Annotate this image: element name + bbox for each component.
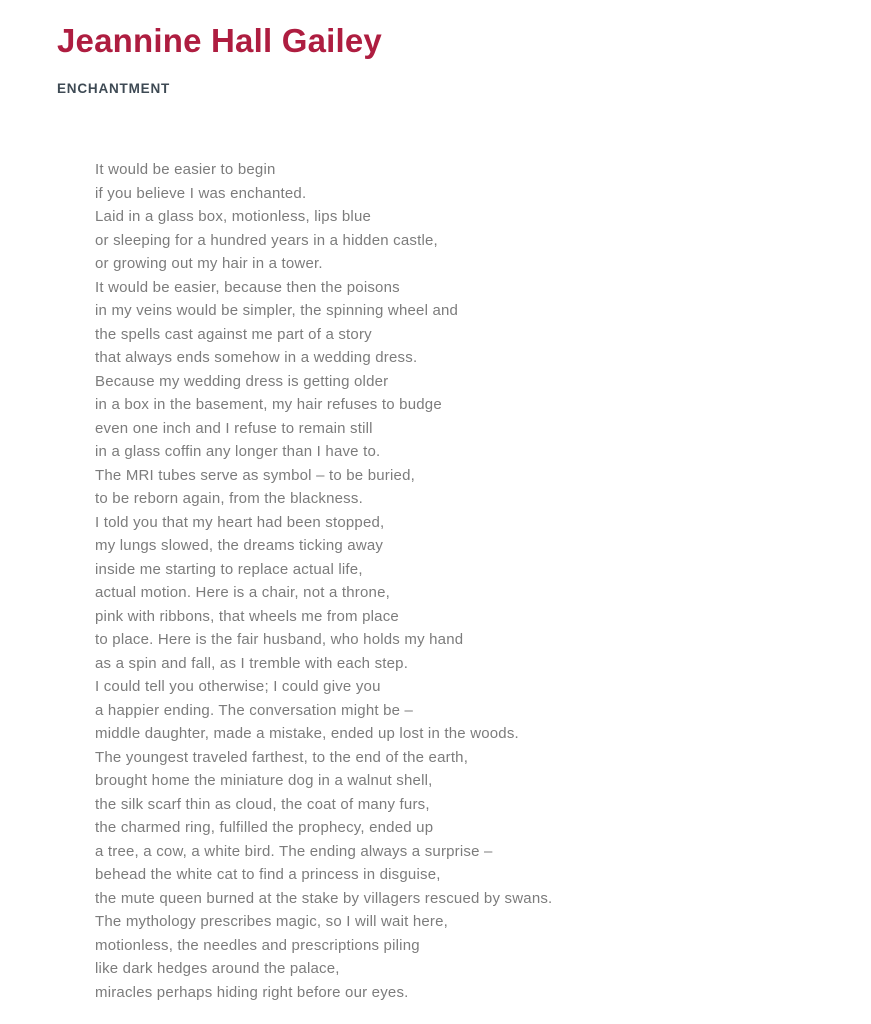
poem-line: or sleeping for a hundred years in a hidden castle, (95, 231, 438, 249)
poem-line: Laid in a glass box, motionless, lips blue (95, 208, 372, 226)
poem-line: the mute queen burned at the stake by villagers rescued by swans. (95, 889, 553, 907)
poem-line: middle daughter, made a mistake, ended up lost in the woods. (95, 725, 519, 743)
poem (95, 158, 831, 1004)
poem-line: even one inch and I refuse to remain still (95, 419, 373, 437)
poem-line: my lungs slowed, the dreams ticking away (95, 537, 384, 555)
poem-line: The mythology prescribes magic, so I will wait here, (95, 913, 449, 931)
poem-line: a tree, a cow, a white bird. The ending always a surprise – (95, 842, 493, 860)
poem-line: in a glass coffin any longer than I have to. (95, 443, 381, 461)
poem-line: to place. Here is the fair husband, who holds my hand (95, 631, 464, 649)
poem-line: actual motion. Here is a chair, not a throne, (95, 584, 390, 602)
poem-line: motionless, the needles and prescriptions piling (95, 936, 420, 954)
page-title: Jeannine Hall Gailey (57, 22, 382, 59)
poem-line: Because my wedding dress is getting older (95, 372, 389, 390)
poem-line: like dark hedges around the palace, (95, 960, 340, 978)
poem-line: miracles perhaps hiding right before our eyes. (95, 983, 409, 1001)
poem-line: the silk scarf thin as cloud, the coat of many furs, (95, 795, 430, 813)
poem-line: The youngest traveled farthest, to the end of the earth, (95, 748, 469, 766)
poem-line: a happier ending. The conversation might be – (95, 701, 414, 719)
poem-line: or growing out my hair in a tower. (95, 255, 323, 273)
poem-line: pink with ribbons, that wheels me from place (95, 607, 399, 625)
poem-line: inside me starting to replace actual life, (95, 560, 363, 578)
poem-line: in a box in the basement, my hair refuses to budge (95, 396, 442, 414)
poem-line: to be reborn again, from the blackness. (95, 490, 363, 508)
poem-line: brought home the miniature dog in a walnut shell, (95, 772, 433, 790)
poem-title: ENCHANTMENT (57, 81, 171, 97)
poem-line: as a spin and fall, as I tremble with each step. (95, 654, 409, 672)
poem-line: if you believe I was enchanted. (95, 184, 307, 202)
poem-line: The MRI tubes serve as symbol – to be buried, (95, 466, 415, 484)
poem-line: the spells cast against me part of a story (95, 325, 372, 343)
poem-line: in my veins would be simpler, the spinning wheel and (95, 302, 459, 320)
poem-line: I could tell you otherwise; I could give you (95, 678, 381, 696)
poem-line: that always ends somehow in a wedding dress. (95, 349, 418, 367)
poem-line: It would be easier to begin (95, 161, 276, 179)
poem-line: I told you that my heart had been stopped, (95, 513, 385, 531)
poem-line: It would be easier, because then the poisons (95, 278, 400, 296)
poem-line: the charmed ring, fulfilled the prophecy, ended up (95, 819, 434, 837)
poem-line: behead the white cat to find a princess in disguise, (95, 866, 441, 884)
